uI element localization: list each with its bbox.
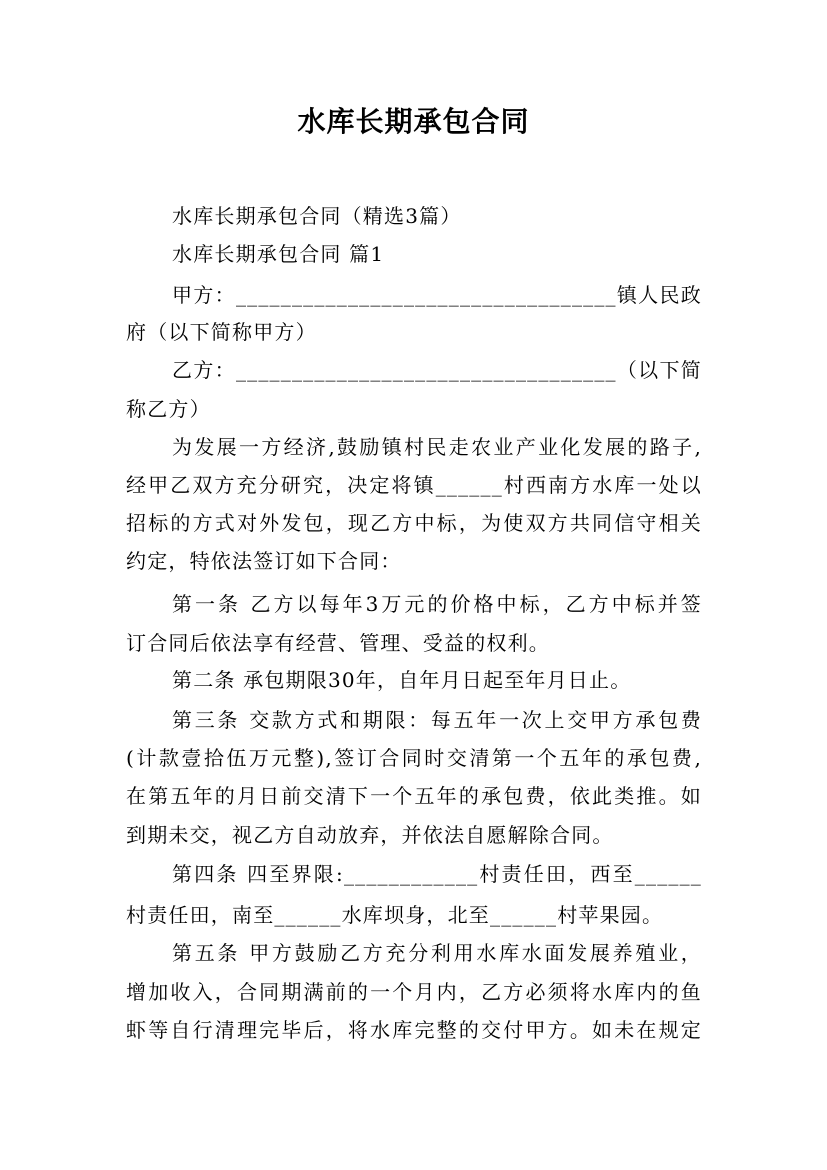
party-a-line-cont: 府（以下简称甲方）: [126, 320, 317, 344]
article-3-line-cont: 到期未交，视乙方自动放弃，并依法自愿解除合同。: [126, 823, 614, 847]
section-heading: 水库长期承包合同 篇1: [172, 242, 385, 266]
paragraph-line: 经甲乙双方充分研究，决定将镇______村西南方水库一处以: [126, 473, 702, 497]
article-5-line-cont: 虾等自行清理完毕后，将水库完整的交付甲方。如未在规定: [126, 1018, 702, 1042]
article-4-line-cont: 村责任田，南至______水库坝身，北至______村苹果园。: [126, 903, 664, 927]
article-4-line: 第四条 四至界限:____________村责任田，西至______: [172, 862, 702, 886]
paragraph-line: 为发展一方经济,鼓励镇村民走农业产业化发展的路子,: [172, 435, 702, 459]
article-5-line: 第五条 甲方鼓励乙方充分利用水库水面发展养殖业，: [172, 941, 702, 965]
article-2-line: 第二条 承包期限30年，自年月日起至年月日止。: [172, 668, 632, 692]
paragraph-line: 约定，特依法签订如下合同：: [126, 549, 402, 573]
article-3-line-cont: 在第五年的月日前交清下一个五年的承包费，依此类推。如: [126, 784, 702, 808]
party-b-line-cont: 称乙方）: [126, 397, 211, 421]
party-a-line: 甲方：__________________________________镇人民政: [172, 283, 702, 307]
article-3-line-cont: (计款壹拾伍万元整),签订合同时交清第一个五年的承包费,: [126, 746, 702, 770]
article-5-line-cont: 增加收入，合同期满前的一个月内，乙方必须将水库内的鱼: [126, 980, 702, 1004]
document-title: 水库长期承包合同: [297, 105, 530, 138]
article-1-line: 第一条 乙方以每年3万元的价格中标，乙方中标并签: [172, 592, 702, 616]
paragraph-line: 招标的方式对外发包，现乙方中标，为使双方共同信守相关: [126, 511, 702, 535]
subtitle: 水库长期承包合同（精选3篇）: [172, 204, 462, 228]
article-1-line-cont: 订合同后依法享有经营、管理、受益的权利。: [126, 631, 550, 655]
party-b-line: 乙方：__________________________________（以下简: [172, 358, 702, 382]
article-3-line: 第三条 交款方式和期限：每五年一次上交甲方承包费: [172, 708, 702, 732]
